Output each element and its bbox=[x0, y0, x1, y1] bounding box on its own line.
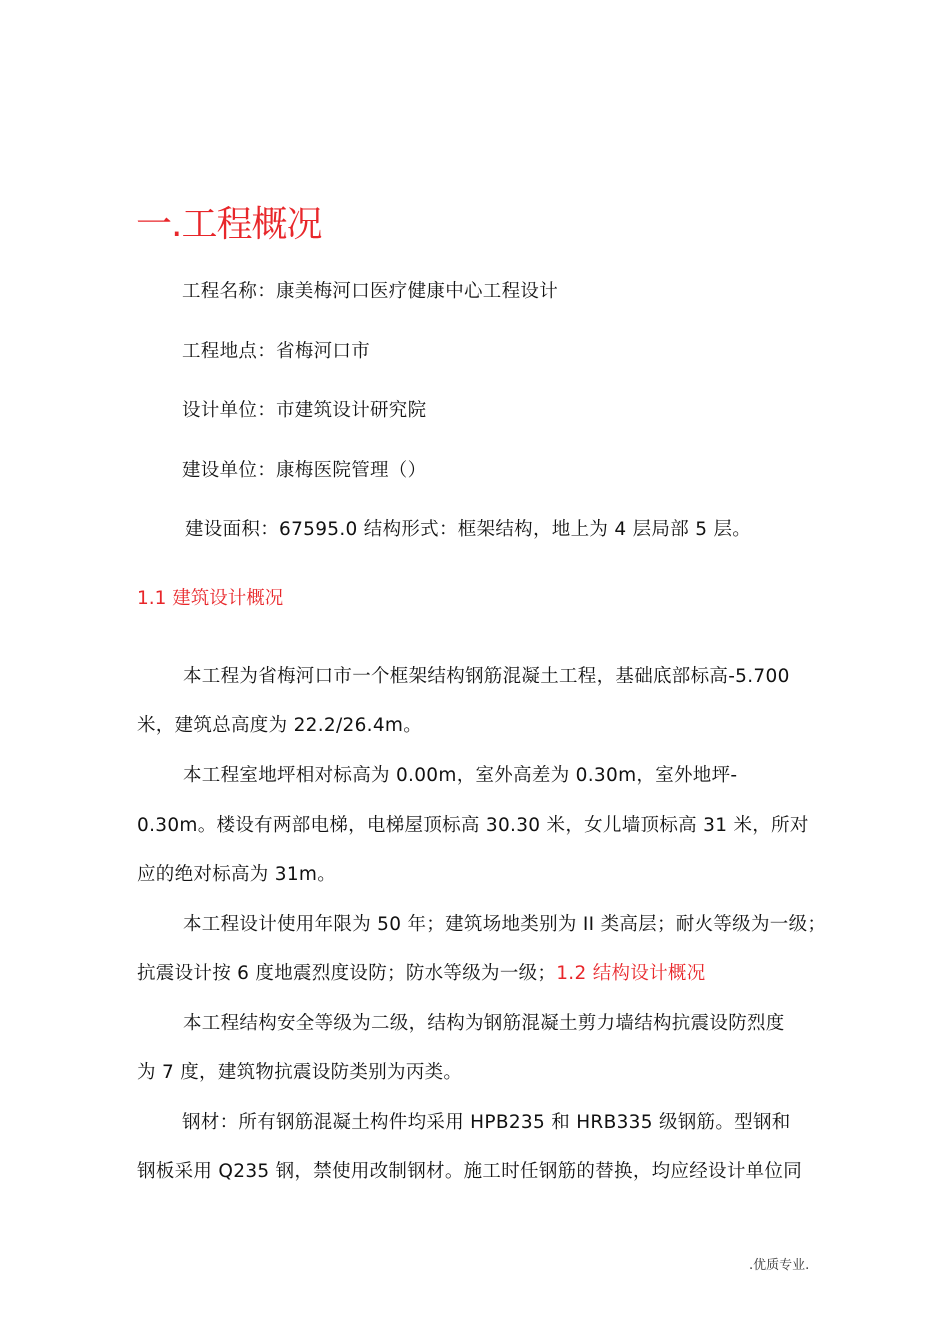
construction-unit: 建设单位：康梅医院管理（） bbox=[182, 460, 427, 481]
subsection-heading-architecture: 1.1 建筑设计概况 bbox=[137, 588, 284, 609]
project-location: 工程地点：省梅河口市 bbox=[182, 341, 371, 362]
paragraph-line: 钢板采用 Q235 钢，禁使用改制钢材。施工时任钢筋的替换，均应经设计单位同 bbox=[137, 1161, 803, 1182]
paragraph-line: 本工程室地坪相对标高为 0.00m，室外高差为 0.30m，室外地坪- bbox=[183, 765, 738, 786]
paragraph-line: 本工程结构安全等级为二级，结构为钢筋混凝土剪力墙结构抗震设防烈度 bbox=[183, 1013, 785, 1034]
page-footer: .优质专业. bbox=[749, 1258, 810, 1273]
paragraph-line: 本工程设计使用年限为 50 年；建筑场地类别为 II 类高层；耐火等级为一级； bbox=[183, 914, 827, 935]
paragraph-text: 抗震设计按 6 度地震烈度设防；防水等级为一级； bbox=[137, 963, 557, 984]
paragraph-line: 为 7 度，建筑物抗震设防类别为丙类。 bbox=[137, 1062, 463, 1083]
section-heading: 一.工程概况 bbox=[136, 204, 322, 245]
design-unit: 设计单位：市建筑设计研究院 bbox=[182, 400, 427, 421]
project-name: 工程名称：康美梅河口医疗健康中心工程设计 bbox=[182, 281, 559, 302]
paragraph-line: 钢材：所有钢筋混凝土构件均采用 HPB235 和 HRB335 级钢筋。型钢和 bbox=[182, 1112, 791, 1133]
paragraph-line: 米，建筑总高度为 22.2/26.4m。 bbox=[137, 715, 423, 736]
paragraph-line: 应的绝对标高为 31m。 bbox=[137, 864, 337, 885]
paragraph-line: 本工程为省梅河口市一个框架结构钢筋混凝土工程，基础底部标高-5.700 bbox=[183, 666, 790, 687]
paragraph-line: 0.30m。楼设有两部电梯，电梯屋顶标高 30.30 米，女儿墙顶标高 31 米，所对 bbox=[137, 815, 809, 836]
paragraph-line bbox=[137, 959, 706, 985]
construction-area: 建设面积：67595.0 结构形式：框架结构，地上为 4 层局部 5 层。 bbox=[185, 519, 752, 540]
subsection-heading-structure: 1.2 结构设计概况 bbox=[556, 963, 706, 984]
